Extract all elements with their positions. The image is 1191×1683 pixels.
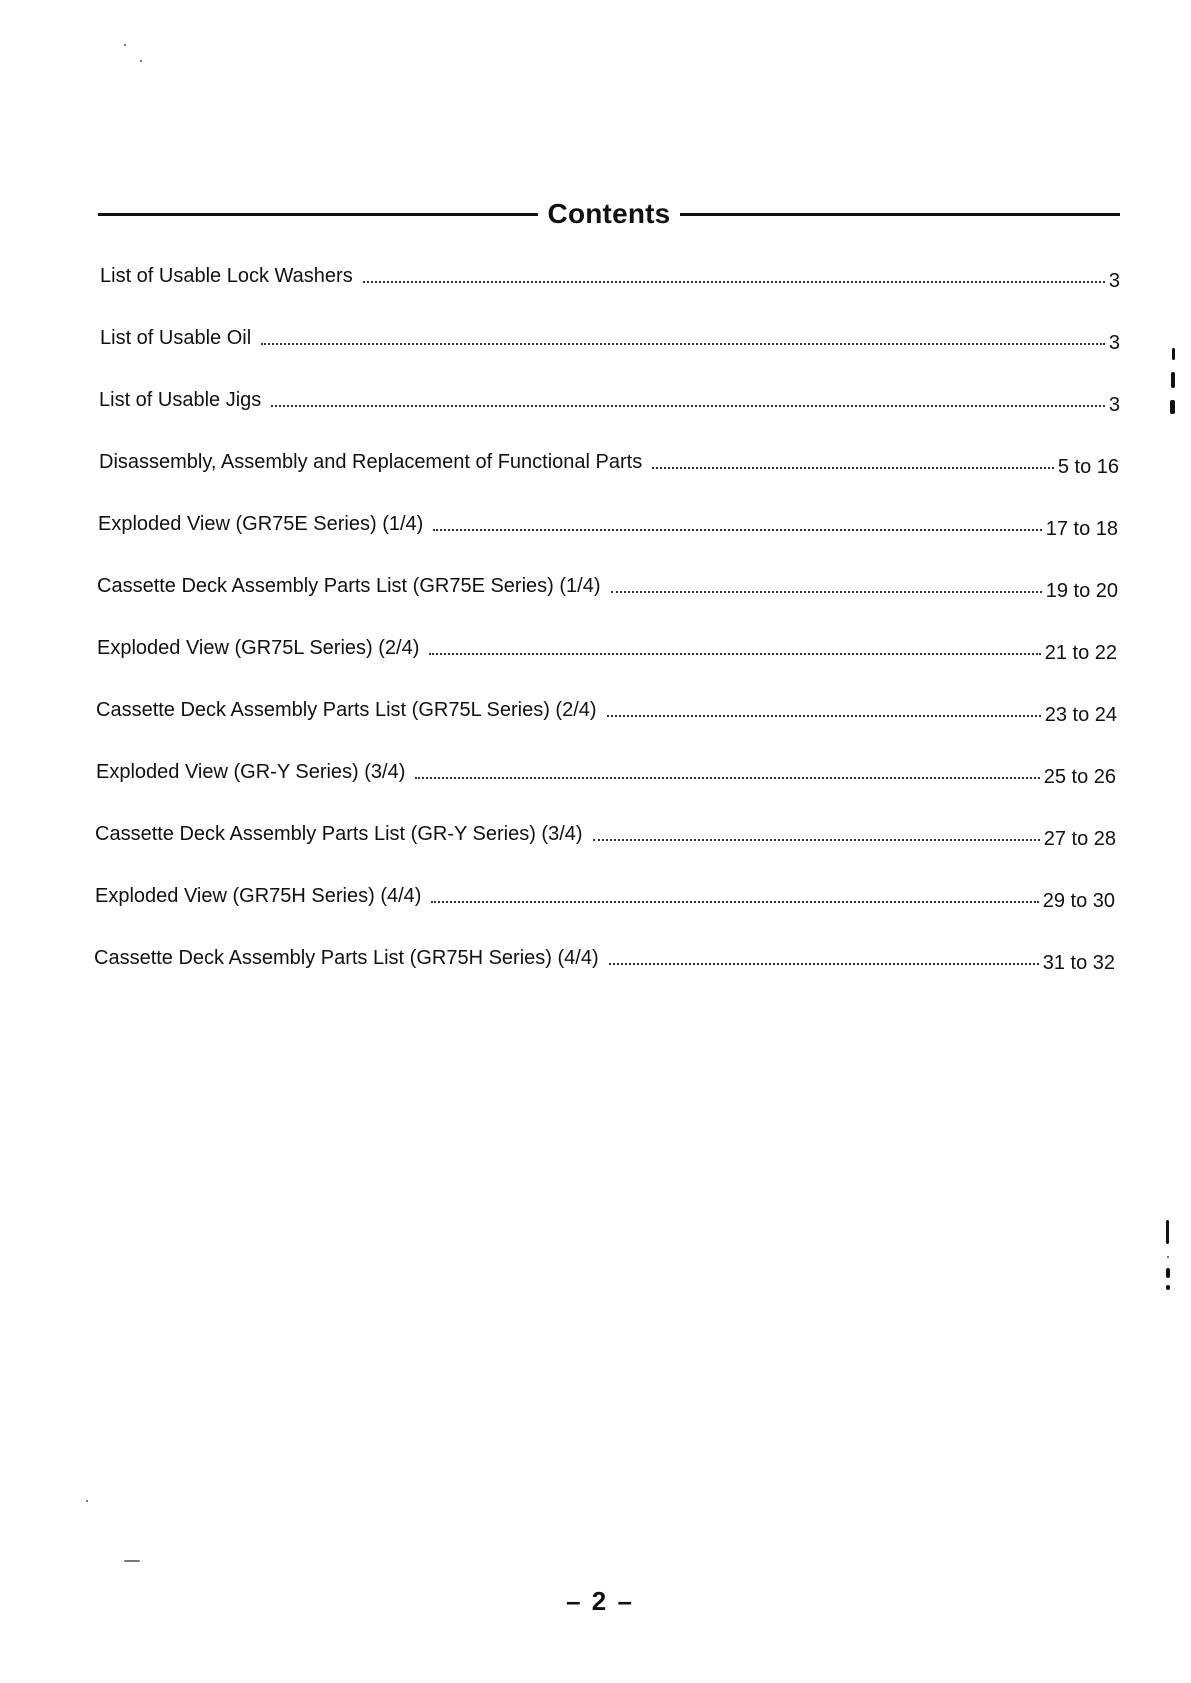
toc-leader-dots — [611, 591, 1042, 593]
scan-speck — [124, 44, 126, 46]
toc-entry[interactable] — [100, 320, 1120, 354]
toc-entry-page: 29 to 30 — [1042, 890, 1115, 912]
toc-entry-page: 5 to 16 — [1057, 456, 1119, 478]
page-number: – 2 – — [566, 1586, 634, 1616]
header-rule-left — [98, 213, 538, 216]
toc-entry-page: 19 to 20 — [1045, 580, 1118, 602]
toc-entry-page: 3 — [1108, 270, 1120, 292]
toc-entry-label: Exploded View (GR75H Series) (4/4) — [95, 885, 422, 907]
binding-mark — [1166, 1220, 1169, 1244]
toc-entry[interactable] — [99, 444, 1119, 478]
contents-header — [98, 196, 1120, 232]
toc-entry[interactable] — [97, 630, 1117, 664]
toc-leader-dots — [261, 343, 1105, 345]
toc-entry[interactable] — [98, 506, 1118, 540]
toc-entry[interactable] — [96, 692, 1117, 726]
binding-mark — [1166, 1268, 1170, 1278]
toc-entry-label: Cassette Deck Assembly Parts List (GR75E Series) (1/4) — [97, 575, 601, 597]
toc-leader-dots — [271, 405, 1105, 407]
toc-entry[interactable] — [99, 382, 1120, 416]
scan-speck — [1167, 1256, 1169, 1258]
page-title: Contents — [547, 198, 671, 229]
binding-mark — [1171, 372, 1175, 388]
toc-entry-label: Exploded View (GR-Y Series) (3/4) — [96, 761, 406, 783]
toc-leader-dots — [593, 839, 1040, 841]
toc-entry[interactable] — [100, 258, 1120, 292]
toc-leader-dots — [433, 529, 1041, 531]
toc-entry-page: 21 to 22 — [1044, 642, 1117, 664]
toc-leader-dots — [363, 281, 1105, 283]
binding-mark — [1170, 400, 1175, 414]
toc-entry[interactable] — [95, 878, 1115, 912]
toc-entry-label: Disassembly, Assembly and Replacement of Functional Parts — [99, 451, 643, 473]
toc-leader-dots — [607, 715, 1041, 717]
toc-leader-dots — [429, 653, 1040, 655]
binding-mark — [1172, 348, 1175, 360]
scan-smudge — [124, 1560, 140, 1562]
toc-entry[interactable] — [97, 568, 1118, 602]
toc-entry-label: Cassette Deck Assembly Parts List (GR-Y Series) (3/4) — [95, 823, 583, 845]
toc-entry-label: List of Usable Oil — [100, 327, 252, 349]
toc-entry-page: 17 to 18 — [1045, 518, 1118, 540]
toc-entry-page: 23 to 24 — [1044, 704, 1117, 726]
toc-entry-page: 27 to 28 — [1043, 828, 1116, 850]
toc-leader-dots — [415, 777, 1039, 779]
toc-entry-page: 3 — [1108, 332, 1120, 354]
scan-speck — [140, 60, 142, 62]
toc-leader-dots — [431, 901, 1038, 903]
toc-entry-label: Cassette Deck Assembly Parts List (GR75L Series) (2/4) — [96, 699, 597, 721]
toc-entry-label: Exploded View (GR75E Series) (1/4) — [98, 513, 424, 535]
toc-leader-dots — [652, 467, 1054, 469]
header-rule-right — [680, 213, 1120, 216]
scan-speck — [86, 1500, 88, 1502]
toc-entry-label: List of Usable Lock Washers — [100, 265, 353, 287]
toc-leader-dots — [609, 963, 1039, 965]
toc-entry[interactable] — [94, 940, 1115, 974]
toc-entry-page: 25 to 26 — [1043, 766, 1116, 788]
toc-entry-label: Exploded View (GR75L Series) (2/4) — [97, 637, 420, 659]
toc-entry[interactable] — [95, 816, 1116, 850]
toc-entry-label: List of Usable Jigs — [99, 389, 262, 411]
binding-mark — [1166, 1285, 1170, 1290]
toc-entry-page: 3 — [1108, 394, 1120, 416]
toc-entry-label: Cassette Deck Assembly Parts List (GR75H Series) (4/4) — [94, 947, 599, 969]
toc-entry-page: 31 to 32 — [1042, 952, 1115, 974]
toc-entry[interactable] — [96, 754, 1116, 788]
